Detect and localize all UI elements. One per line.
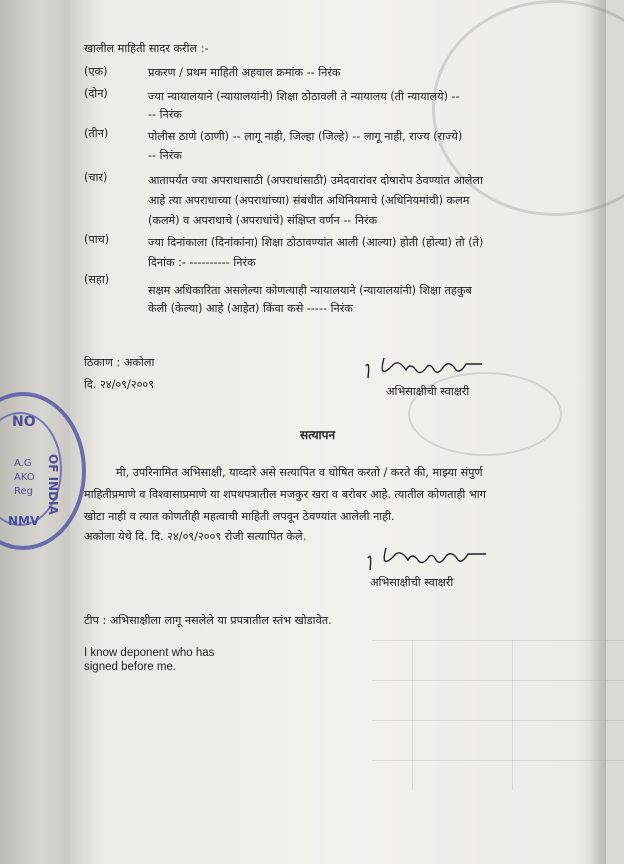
deponent-signature-1: [360, 352, 500, 388]
item-label: (तीन): [84, 127, 109, 140]
date-line: दि. २४/०९/२००९: [84, 378, 155, 391]
item-text: ज्या दिनांकाला (दिनांकांना) शिक्षा ठोठावण्यांत आली (आल्या) होती (होत्या) तो (ते): [148, 236, 484, 249]
item-label: (एक): [84, 65, 108, 78]
item-text: -- निरंक: [148, 149, 182, 162]
verification-line: माहितीप्रमाणे व विश्वासाप्रमाणे या शपथपत्रातील मजकुर खरा व बरोबर आहे. त्यातील कोणताही भाग: [84, 488, 486, 501]
verification-heading: सत्यापन: [300, 428, 336, 442]
item-text: आहे त्या अपराधाच्या (अपराधांच्या) संबंधीत अधिनियमाचे (अधिनियमांची) कलम: [148, 194, 470, 207]
place-line: ठिकाण : अकोला: [84, 356, 155, 369]
item-text: ज्या न्यायालयाने (न्यायालयांनी) शिक्षा ठोठावली ते न्यायालय (ती न्यायालये) --: [148, 90, 460, 103]
item-text: पोलीस ठाणे (ठाणी) -- लागू नाही, जिल्हा (जिल्हे) -- लागू नाही, राज्य (राज्ये): [148, 130, 463, 143]
item-label: (सहा): [84, 273, 110, 286]
item-text: प्रकरण / प्रथम माहिती अहवाल क्रमांक -- निरंक: [148, 66, 341, 79]
bleed-through-table: [372, 640, 624, 790]
seal-ring-right: OF INDIA: [46, 454, 60, 515]
signature-label-1: अभिसाक्षीची स्वाक्षरी: [386, 385, 470, 398]
item-text: (कलमे) व अपराधाचे (अपराधांचे) संक्षिप्त वर्णन -- निरंक: [148, 214, 378, 227]
item-text: दिनांक :- ---------- निरंक: [148, 256, 256, 269]
note-line: टीप : अभिसाक्षीला लागू नसलेले या प्रपत्रातील स्तंभ खोडावेत.: [84, 614, 332, 627]
item-text: केली (केल्या) आहे (आहेत) किंवा कसे ----- निरंक: [148, 302, 353, 315]
seal-ring-bottom: NMV: [8, 514, 40, 528]
seal-inner-3: Reg: [14, 486, 33, 497]
seal-inner-1: A.G: [14, 458, 32, 469]
verification-line: अकोला येथे दि. दि. २४/०९/२००९ रोजी सत्यापित केले.: [84, 530, 307, 543]
endorsement-line: signed before me.: [84, 661, 177, 673]
item-label: (पाच): [84, 233, 110, 246]
item-text: आतापर्यंत ज्या अपराधासाठी (अपराधांसाठी) उमेदवारांवर दोषारोप ठेवण्यांत आलेला: [148, 174, 483, 187]
signature-label-2: अभिसाक्षीची स्वाक्षरी: [370, 576, 454, 589]
seal-inner-2: AKO: [14, 472, 35, 483]
item-label: (दोन): [84, 87, 108, 100]
deponent-signature-2: [364, 540, 504, 576]
item-label: (चार): [84, 171, 108, 184]
verification-line: मी, उपरिनामित अभिसाक्षी, याव्दारे असे सत्यापित व घोषित करतो / करते की, माझ्या संपुर्ण: [116, 466, 483, 479]
endorsement-line: I know deponent who has: [84, 647, 215, 659]
item-text: -- निरंक: [148, 108, 182, 121]
seal-ring-top: NO: [12, 414, 36, 430]
verification-line: खोटा नाही व त्यात कोणतीही महत्वाची माहिती लपवून ठेवण्यांत आलेली नाही.: [84, 510, 395, 523]
item-text: सक्षम अधिकारिता असलेल्या कोणत्याही न्यायालयाने (न्यायालयांनी) शिक्षा तहकुब: [148, 284, 472, 297]
intro-line: खालील माहिती सादर करील :-: [84, 42, 209, 55]
